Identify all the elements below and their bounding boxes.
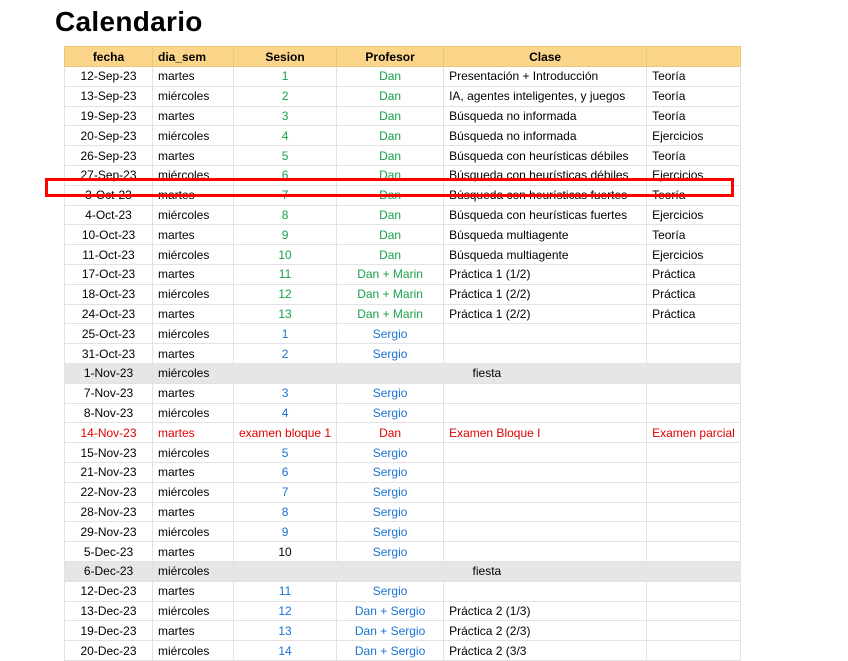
cell-sesion: 6 xyxy=(234,165,337,185)
table-row xyxy=(65,621,741,641)
table-row xyxy=(65,106,741,126)
cell-profesor: Sergio xyxy=(337,482,444,502)
cell-clase xyxy=(444,383,647,403)
cell-dia-sem: miércoles xyxy=(153,126,234,146)
cell-dia-sem: martes xyxy=(153,423,234,443)
cell-profesor: Dan + Sergio xyxy=(337,601,444,621)
cell-tipo xyxy=(647,641,741,661)
cell-fecha: 3-Oct-23 xyxy=(65,185,153,205)
cell-clase: Práctica 1 (2/2) xyxy=(444,304,647,324)
cell-fecha: 21-Nov-23 xyxy=(65,462,153,482)
cell-clase: Búsqueda con heurísticas débiles xyxy=(444,146,647,166)
cell-tipo: Práctica xyxy=(647,284,741,304)
calendar-table xyxy=(64,46,741,661)
cell-tipo: Práctica xyxy=(647,304,741,324)
cell-clase: IA, agentes inteligentes, y juegos xyxy=(444,86,647,106)
cell-fecha: 19-Sep-23 xyxy=(65,106,153,126)
cell-clase: Búsqueda con heurísticas fuertes xyxy=(444,205,647,225)
cell-profesor: Sergio xyxy=(337,581,444,601)
cell-clase: Presentación + Introducción xyxy=(444,67,647,87)
cell-sesion: 5 xyxy=(234,146,337,166)
table-row xyxy=(65,245,741,265)
header-row xyxy=(65,47,741,67)
cell-clase: Búsqueda con heurísticas débiles xyxy=(444,165,647,185)
cell-clase xyxy=(444,344,647,364)
cell-tipo xyxy=(647,502,741,522)
header-fecha: fecha xyxy=(65,47,153,67)
table-row xyxy=(65,443,741,463)
cell-profesor: Sergio xyxy=(337,383,444,403)
header-clase: Clase xyxy=(444,47,647,67)
cell-tipo: Ejercicios xyxy=(647,126,741,146)
cell-tipo: Ejercicios xyxy=(647,205,741,225)
cell-tipo: Teoría xyxy=(647,185,741,205)
cell-fecha: 4-Oct-23 xyxy=(65,205,153,225)
table-row xyxy=(65,403,741,423)
cell-profesor: Sergio xyxy=(337,522,444,542)
table-row xyxy=(65,502,741,522)
cell-profesor: Sergio xyxy=(337,542,444,562)
cell-dia-sem: martes xyxy=(153,581,234,601)
cell-sesion: 3 xyxy=(234,106,337,126)
cell-tipo: Práctica xyxy=(647,264,741,284)
cell-dia-sem: martes xyxy=(153,106,234,126)
cell-dia-sem: martes xyxy=(153,225,234,245)
cell-dia-sem: miércoles xyxy=(153,641,234,661)
cell-sesion: 7 xyxy=(234,185,337,205)
cell-dia-sem: miércoles xyxy=(153,284,234,304)
cell-profesor: Sergio xyxy=(337,443,444,463)
cell-fecha: 22-Nov-23 xyxy=(65,482,153,502)
cell-sesion: 11 xyxy=(234,581,337,601)
table-row xyxy=(65,304,741,324)
cell-fecha: 12-Dec-23 xyxy=(65,581,153,601)
cell-fecha: 1-Nov-23 xyxy=(65,363,153,383)
cell-dia-sem: miércoles xyxy=(153,482,234,502)
page-title: Calendario xyxy=(55,6,203,37)
cell-profesor: Sergio xyxy=(337,324,444,344)
cell-tipo xyxy=(647,601,741,621)
cell-profesor: Dan xyxy=(337,165,444,185)
cell-dia-sem: martes xyxy=(153,542,234,562)
cell-clase: Práctica 2 (3/3 xyxy=(444,641,647,661)
header-profesor: Profesor xyxy=(337,47,444,67)
cell-profesor: Sergio xyxy=(337,462,444,482)
table-row xyxy=(65,324,741,344)
cell-tipo xyxy=(647,462,741,482)
cell-fecha: 27-Sep-23 xyxy=(65,165,153,185)
cell-clase: Práctica 2 (1/3) xyxy=(444,601,647,621)
cell-clase: Práctica 1 (2/2) xyxy=(444,284,647,304)
cell-sesion: 9 xyxy=(234,522,337,542)
table-row xyxy=(65,601,741,621)
cell-tipo: Ejercicios xyxy=(647,165,741,185)
cell-clase: Práctica 1 (1/2) xyxy=(444,264,647,284)
calendar-body xyxy=(65,67,741,661)
cell-tipo: Examen parcial xyxy=(647,423,741,443)
cell-clase xyxy=(444,522,647,542)
cell-profesor: Dan xyxy=(337,205,444,225)
cell-sesion: 10 xyxy=(234,245,337,265)
cell-dia-sem: martes xyxy=(153,67,234,87)
cell-sesion: 11 xyxy=(234,264,337,284)
cell-dia-sem: miércoles xyxy=(153,403,234,423)
table-row xyxy=(65,165,741,185)
cell-dia-sem: martes xyxy=(153,304,234,324)
cell-fecha: 6-Dec-23 xyxy=(65,561,153,581)
cell-fecha: 18-Oct-23 xyxy=(65,284,153,304)
cell-profesor: Dan xyxy=(337,67,444,87)
cell-clase xyxy=(444,581,647,601)
table-row xyxy=(65,344,741,364)
cell-clase: Búsqueda no informada xyxy=(444,106,647,126)
cell-tipo xyxy=(647,621,741,641)
cell-dia-sem: miércoles xyxy=(153,522,234,542)
cell-fecha: 14-Nov-23 xyxy=(65,423,153,443)
cell-dia-sem: martes xyxy=(153,462,234,482)
cell-tipo xyxy=(647,403,741,423)
cell-sesion: 7 xyxy=(234,482,337,502)
cell-fecha: 13-Dec-23 xyxy=(65,601,153,621)
cell-sesion: 12 xyxy=(234,601,337,621)
cell-clase xyxy=(444,403,647,423)
cell-fecha: 10-Oct-23 xyxy=(65,225,153,245)
cell-sesion: 8 xyxy=(234,502,337,522)
table-row xyxy=(65,522,741,542)
cell-tipo xyxy=(647,443,741,463)
header-tipo xyxy=(647,47,741,67)
cell-tipo: Teoría xyxy=(647,225,741,245)
cell-tipo: Teoría xyxy=(647,86,741,106)
cell-dia-sem: miércoles xyxy=(153,324,234,344)
cell-dia-sem: martes xyxy=(153,146,234,166)
cell-fecha: 13-Sep-23 xyxy=(65,86,153,106)
cell-sesion: 2 xyxy=(234,86,337,106)
cell-tipo: Teoría xyxy=(647,106,741,126)
table-row xyxy=(65,146,741,166)
table-row-highlighted xyxy=(65,185,741,205)
cell-sesion: 8 xyxy=(234,205,337,225)
cell-clase xyxy=(444,443,647,463)
cell-profesor: Dan + Marin xyxy=(337,304,444,324)
cell-clase: Búsqueda no informada xyxy=(444,126,647,146)
cell-fecha: 26-Sep-23 xyxy=(65,146,153,166)
cell-profesor: Dan xyxy=(337,126,444,146)
cell-dia-sem: martes xyxy=(153,621,234,641)
cell-tipo xyxy=(647,383,741,403)
cell-sesion: 4 xyxy=(234,126,337,146)
cell-profesor: Dan xyxy=(337,146,444,166)
cell-dia-sem: martes xyxy=(153,344,234,364)
cell-clase xyxy=(444,502,647,522)
cell-fecha: 31-Oct-23 xyxy=(65,344,153,364)
cell-dia-sem: miércoles xyxy=(153,561,234,581)
table-row xyxy=(65,205,741,225)
cell-fecha: 24-Oct-23 xyxy=(65,304,153,324)
cell-sesion: 1 xyxy=(234,67,337,87)
cell-fecha: 19-Dec-23 xyxy=(65,621,153,641)
cell-sesion: 13 xyxy=(234,304,337,324)
cell-clase: Examen Bloque I xyxy=(444,423,647,443)
table-row xyxy=(65,542,741,562)
cell-tipo: Ejercicios xyxy=(647,245,741,265)
cell-profesor: Dan xyxy=(337,245,444,265)
cell-profesor: Sergio xyxy=(337,502,444,522)
cell-tipo: Teoría xyxy=(647,67,741,87)
cell-tipo xyxy=(647,324,741,344)
table-row xyxy=(65,284,741,304)
table-row xyxy=(65,423,741,443)
cell-tipo: Teoría xyxy=(647,146,741,166)
cell-profesor: Dan xyxy=(337,86,444,106)
cell-sesion: 6 xyxy=(234,462,337,482)
cell-profesor: Dan xyxy=(337,106,444,126)
cell-fiesta: fiesta xyxy=(234,561,741,581)
cell-profesor: Dan xyxy=(337,423,444,443)
cell-clase xyxy=(444,324,647,344)
table-row xyxy=(65,264,741,284)
header-dia-sem: dia_sem xyxy=(153,47,234,67)
table-row xyxy=(65,482,741,502)
table-row xyxy=(65,67,741,87)
cell-sesion: 4 xyxy=(234,403,337,423)
cell-dia-sem: miércoles xyxy=(153,245,234,265)
cell-clase xyxy=(444,482,647,502)
table-row-fiesta xyxy=(65,363,741,383)
cell-dia-sem: martes xyxy=(153,502,234,522)
cell-fecha: 17-Oct-23 xyxy=(65,264,153,284)
cell-fiesta: fiesta xyxy=(234,363,741,383)
cell-clase xyxy=(444,462,647,482)
cell-dia-sem: miércoles xyxy=(153,205,234,225)
cell-tipo xyxy=(647,522,741,542)
cell-tipo xyxy=(647,482,741,502)
cell-profesor: Sergio xyxy=(337,344,444,364)
cell-dia-sem: miércoles xyxy=(153,165,234,185)
cell-clase xyxy=(444,542,647,562)
cell-profesor: Dan xyxy=(337,185,444,205)
cell-profesor: Dan xyxy=(337,225,444,245)
cell-sesion: 9 xyxy=(234,225,337,245)
cell-fecha: 20-Dec-23 xyxy=(65,641,153,661)
cell-dia-sem: miércoles xyxy=(153,601,234,621)
table-row xyxy=(65,641,741,661)
cell-dia-sem: martes xyxy=(153,185,234,205)
cell-clase: Búsqueda multiagente xyxy=(444,225,647,245)
table-row xyxy=(65,581,741,601)
cell-dia-sem: miércoles xyxy=(153,443,234,463)
cell-dia-sem: martes xyxy=(153,383,234,403)
cell-sesion: 10 xyxy=(234,542,337,562)
cell-sesion: 2 xyxy=(234,344,337,364)
cell-tipo xyxy=(647,344,741,364)
cell-fecha: 8-Nov-23 xyxy=(65,403,153,423)
cell-fecha: 7-Nov-23 xyxy=(65,383,153,403)
cell-sesion: 1 xyxy=(234,324,337,344)
table-row xyxy=(65,126,741,146)
header-sesion: Sesion xyxy=(234,47,337,67)
cell-tipo xyxy=(647,581,741,601)
cell-fecha: 20-Sep-23 xyxy=(65,126,153,146)
table-row xyxy=(65,225,741,245)
cell-fecha: 5-Dec-23 xyxy=(65,542,153,562)
cell-sesion: examen bloque 1 xyxy=(234,423,337,443)
cell-sesion: 3 xyxy=(234,383,337,403)
cell-fecha: 12-Sep-23 xyxy=(65,67,153,87)
cell-clase: Búsqueda multiagente xyxy=(444,245,647,265)
table-row xyxy=(65,462,741,482)
cell-sesion: 5 xyxy=(234,443,337,463)
cell-profesor: Sergio xyxy=(337,403,444,423)
table-row xyxy=(65,86,741,106)
cell-tipo xyxy=(647,542,741,562)
table-row xyxy=(65,383,741,403)
cell-profesor: Dan + Marin xyxy=(337,264,444,284)
cell-fecha: 15-Nov-23 xyxy=(65,443,153,463)
table-row-fiesta xyxy=(65,561,741,581)
cell-profesor: Dan + Sergio xyxy=(337,641,444,661)
cell-clase: Práctica 2 (2/3) xyxy=(444,621,647,641)
cell-fecha: 25-Oct-23 xyxy=(65,324,153,344)
cell-profesor: Dan + Sergio xyxy=(337,621,444,641)
cell-sesion: 12 xyxy=(234,284,337,304)
cell-dia-sem: miércoles xyxy=(153,86,234,106)
cell-profesor: Dan + Marin xyxy=(337,284,444,304)
cell-clase: Búsqueda con heurísticas fuertes xyxy=(444,185,647,205)
cell-dia-sem: miércoles xyxy=(153,363,234,383)
cell-fecha: 29-Nov-23 xyxy=(65,522,153,542)
cell-fecha: 11-Oct-23 xyxy=(65,245,153,265)
cell-dia-sem: martes xyxy=(153,264,234,284)
cell-fecha: 28-Nov-23 xyxy=(65,502,153,522)
cell-sesion: 13 xyxy=(234,621,337,641)
cell-sesion: 14 xyxy=(234,641,337,661)
